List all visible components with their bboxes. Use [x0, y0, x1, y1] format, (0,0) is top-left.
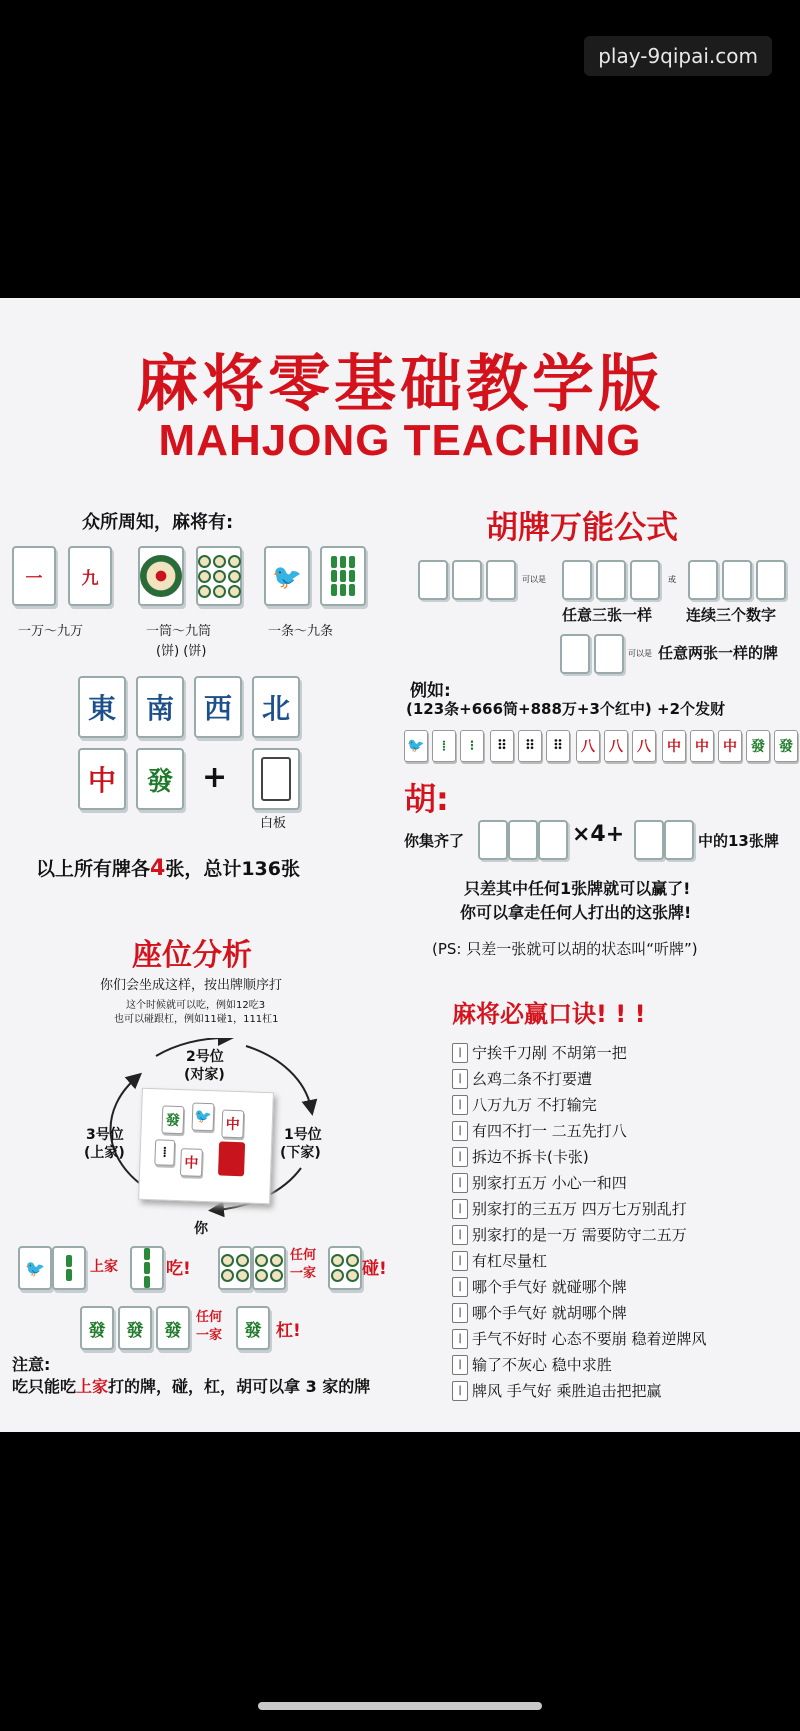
rule-14 — [452, 1380, 662, 1401]
peng-label: 碰! — [362, 1259, 387, 1279]
pos1: 1号位 — [284, 1127, 322, 1143]
rule-text: 别家打五万 小心一和四 — [472, 1174, 627, 1192]
blank-9 — [756, 560, 786, 600]
hu-line-2: 你可以拿走任何人打出的这张牌! — [460, 903, 692, 922]
tile-icon: | — [452, 1277, 468, 1297]
title-cn: 麻将零基础教学版 — [135, 347, 664, 420]
rule-9 — [452, 1250, 547, 1271]
title-en: MAHJONG TEACHING — [158, 416, 642, 465]
renhe-label-2: 任何 — [196, 1310, 223, 1325]
rule-text: 别家打的是一万 需要防守二五万 — [472, 1226, 687, 1244]
blank-8 — [722, 560, 752, 600]
rule-text: 哪个手气好 就胡哪个牌 — [472, 1304, 627, 1322]
hu-title: 胡: — [404, 780, 449, 818]
tile-icon: | — [452, 1147, 468, 1167]
note-pre: 吃只能吃 — [12, 1377, 77, 1396]
tile-icon: | — [452, 1043, 468, 1063]
tile-wan-1: 一 — [12, 546, 56, 606]
rule-10 — [452, 1276, 627, 1297]
shangjia-label: 上家 — [90, 1259, 118, 1275]
hu-blank-1 — [478, 820, 508, 860]
rule-2 — [452, 1068, 592, 1089]
gang-tile-4: 發 — [236, 1306, 270, 1350]
seat-title: 座位分析 — [132, 938, 252, 973]
peng-tile-3 — [328, 1246, 362, 1290]
secret-title: 麻将必赢口诀! ! ! — [452, 1000, 646, 1028]
tile-icon: | — [452, 1355, 468, 1375]
note-red: 上家 — [76, 1377, 109, 1396]
hu-line-1: 只差其中任何1张牌就可以赢了! — [464, 879, 691, 898]
tile-tong-1 — [138, 546, 184, 606]
total-suffix: 张，总计136张 — [165, 858, 300, 880]
blank-7 — [688, 560, 718, 600]
rule-8 — [452, 1224, 687, 1245]
intro-text: 众所周知，麻将有: — [82, 512, 234, 533]
tile-wan-9: 九 — [68, 546, 112, 606]
tile-icon: | — [452, 1095, 468, 1115]
rule-text: 哪个手气好 就碰哪个牌 — [472, 1278, 627, 1296]
rule-text: 手气不好时 心态不要崩 稳着逆牌风 — [472, 1330, 707, 1348]
yijia-label-2: 一家 — [196, 1328, 223, 1343]
tile-west: 西 — [194, 676, 242, 738]
blank-5 — [596, 560, 626, 600]
hu-blank-5 — [664, 820, 694, 860]
tile-white-dragon — [252, 748, 300, 810]
rule-text: 宁挨千刀剐 不胡第一把 — [472, 1044, 627, 1062]
keyi-pair-label: 可以是 — [628, 649, 652, 658]
blank-11 — [594, 634, 624, 674]
any-three-same: 任意三张一样 — [562, 606, 653, 624]
rule-text: 别家打的三五万 四万七万别乱打 — [472, 1200, 687, 1218]
rule-4 — [452, 1120, 627, 1141]
pos1-sub: (下家) — [280, 1145, 321, 1161]
hu-x4: ×4+ — [572, 822, 625, 847]
tiao-range: 一条～九条 — [268, 624, 334, 639]
seat-note-2: 也可以碰跟杠，例如11碰1，111杠1 — [114, 1014, 279, 1025]
three-consecutive: 连续三个数字 — [686, 606, 777, 624]
rule-7 — [452, 1198, 687, 1219]
tile-north: 北 — [252, 676, 300, 738]
plus-sign: + — [202, 760, 228, 795]
blank-10 — [560, 634, 590, 674]
tile-icon: | — [452, 1251, 468, 1271]
rule-text: 牌风 手气好 乘胜追击把把赢 — [472, 1382, 662, 1400]
tile-red-dragon: 中 — [78, 748, 126, 810]
rule-1 — [452, 1042, 627, 1063]
tile-tong-9 — [196, 546, 242, 606]
rule-text: 幺鸡二条不打要遭 — [472, 1070, 593, 1088]
pos3: 3号位 — [86, 1127, 124, 1143]
hu-blank-4 — [634, 820, 664, 860]
poster: 麻将零基础教学版 MAHJONG TEACHING 众所周知，麻将有: 一 九 一万～九万 一筒～九筒 (饼) (饼) 🐦 一条～九条 東 南 西 北 中 發 + 白板 以上所有牌各4张，总计136张 座位分析 你们会坐成这样，按出牌顺序打 这个时候就可以吃，例如12吃3 也可以碰跟杠，例如11碰1，111杠1 2号位 (对家) 3号位 (上家) 1号位 (下家) 你 發 🐦 中 ⁞ 中 🐦 上家 吃! 任何 一家 碰! 發 發 發 任何 一家 發 杠! 注意: 吃只能吃上家打的牌，碰，杠，胡可以拿 3 家的牌 胡牌万能公式 可以是 或 任意三张一样 连续三个数字 可以是 任意两张一样的牌 例如: (123条+666筒+888万+3个红中) +2个发财 🐦 ⁞ ⁝ ⠿ ⠿ ⠿ 八 八 八 中 中 中 發 發 胡: 你集齐了 ×4+ 中的13张牌 只差其中任何1张牌就可以赢了! 你可以拿走任何人打出的这张牌! (PS: 只差一张就可以胡的状态叫“听牌”) 麻将必赢口诀! ! ! | 宁挨千刀剐 不胡第一把 | 幺鸡二条不打要遭 | 八万九万 不打输完 | 有四不打一 二五先打八 | 拆边不拆卡(卡张) | 别家打五万 小心一和四 | 别家打的三五万 四万七万别乱打 | 别家打的是一万 需要防守二五万 | 有杠尽量杠 | 哪个手气好 就碰哪个牌 | 哪个手气好 就胡哪个牌 | 手气不好时 心态不要崩 稳着逆牌风 | 输了不灰心 稳中求胜 | 牌风 手气好 乘胜追击把把赢 — [0, 298, 800, 1432]
rule-5 — [452, 1146, 589, 1167]
tong-range: 一筒～九筒 — [146, 624, 212, 639]
blank-6 — [630, 560, 660, 600]
watermark: play-9qipai.com — [584, 36, 772, 76]
rule-11 — [452, 1302, 627, 1323]
you-label: 你 — [194, 1221, 208, 1237]
yijia-label-1: 一家 — [290, 1266, 317, 1281]
gang-tile-3: 發 — [156, 1306, 190, 1350]
ps-note: (PS: 只差一张就可以胡的状态叫“听牌”) — [432, 940, 698, 958]
gang-tile-1: 發 — [80, 1306, 114, 1350]
chi-label: 吃! — [166, 1259, 191, 1279]
rule-text: 八万九万 不打输完 — [472, 1096, 597, 1114]
tile-green-dragon: 發 — [136, 748, 184, 810]
tile-icon: | — [452, 1121, 468, 1141]
renhe-label-1: 任何 — [290, 1248, 317, 1263]
total-line — [36, 854, 300, 881]
hu-pre: 你集齐了 — [404, 832, 465, 850]
example-text: (123条+666筒+888万+3个红中) +2个发财 — [406, 700, 726, 718]
rule-text: 有杠尽量杠 — [472, 1252, 548, 1270]
tile-icon: | — [452, 1069, 468, 1089]
total-num: 4 — [150, 856, 166, 881]
rule-12 — [452, 1328, 707, 1349]
total-prefix: 以上所有牌各 — [36, 858, 151, 880]
rule-6 — [452, 1172, 627, 1193]
white-label: 白板 — [260, 816, 287, 831]
keyiyi-label: 可以是 — [522, 575, 546, 584]
pos3-sub: (上家) — [84, 1145, 125, 1161]
tile-icon: | — [452, 1381, 468, 1401]
huo-label: 或 — [668, 575, 676, 584]
formula-title: 胡牌万能公式 — [486, 508, 679, 546]
pos2-sub: (对家) — [184, 1067, 225, 1083]
peng-tile-1 — [218, 1246, 252, 1290]
tile-icon: | — [452, 1199, 468, 1219]
tile-tiao-9 — [320, 546, 366, 606]
blank-4 — [562, 560, 592, 600]
hu-blank-2 — [508, 820, 538, 860]
tong-note: (饼) (饼) — [156, 644, 207, 659]
note-line — [12, 1374, 370, 1397]
wan-range: 一万～九万 — [18, 624, 84, 639]
rule-text: 拆边不拆卡(卡张) — [472, 1148, 589, 1166]
tile-icon: | — [452, 1225, 468, 1245]
tile-icon: | — [452, 1303, 468, 1323]
seat-note-1: 这个时候就可以吃，例如12吃3 — [126, 1000, 266, 1011]
home-indicator[interactable] — [258, 1702, 542, 1710]
seat-sub: 你们会坐成这样，按出牌顺序打 — [100, 978, 283, 993]
note-post: 打的牌，碰，杠，胡可以拿 3 家的牌 — [108, 1377, 371, 1396]
blank-2 — [452, 560, 482, 600]
gang-tile-2: 發 — [118, 1306, 152, 1350]
hu-blank-3 — [538, 820, 568, 860]
tile-south: 南 — [136, 676, 184, 738]
note-title: 注意: — [12, 1355, 51, 1374]
rule-text: 输了不灰心 稳中求胜 — [472, 1356, 612, 1374]
any-two-same: 任意两张一样的牌 — [658, 644, 779, 662]
chi-tile-2 — [52, 1246, 86, 1290]
gang-label: 杠! — [276, 1321, 301, 1341]
blank-3 — [486, 560, 516, 600]
peng-tile-2 — [252, 1246, 286, 1290]
example-label: 例如: — [410, 681, 451, 701]
rule-13 — [452, 1354, 612, 1375]
tile-icon: | — [452, 1329, 468, 1349]
pos2: 2号位 — [186, 1049, 224, 1065]
rule-text: 有四不打一 二五先打八 — [472, 1122, 627, 1140]
rule-3 — [452, 1094, 597, 1115]
blank-1 — [418, 560, 448, 600]
tile-east: 東 — [78, 676, 126, 738]
hu-post: 中的13张牌 — [698, 832, 779, 850]
chi-tile-1: 🐦 — [18, 1246, 52, 1290]
table-illustration: 發 🐦 中 ⁞ 中 — [138, 1088, 274, 1205]
tile-icon: | — [452, 1173, 468, 1193]
tile-tiao-1-bird: 🐦 — [264, 546, 310, 606]
chi-tile-3 — [130, 1246, 164, 1290]
